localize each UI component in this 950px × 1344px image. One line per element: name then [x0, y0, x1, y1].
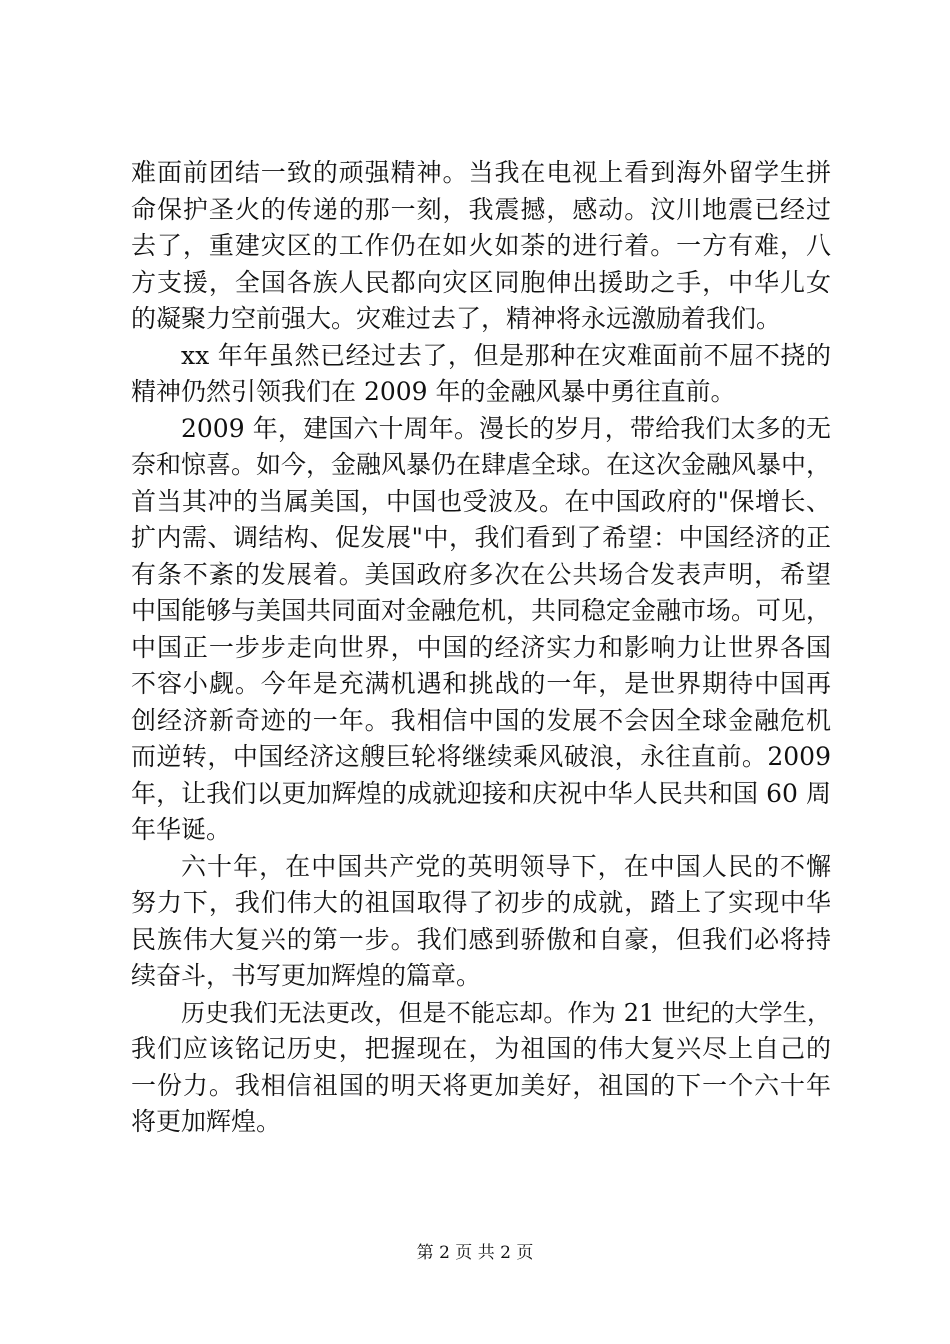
text-line: 年华诞。 [131, 815, 232, 844]
text-line: 努力下，我们伟大的祖国取得了初步的成就，踏上了实现中华 [131, 888, 831, 917]
text-line: 民族伟大复兴的第一步。我们感到骄傲和自豪，但我们必将持 [131, 924, 831, 954]
text-line: 奈和惊喜。如今，金融风暴仍在肆虐全球。在这次金融风暴中， [131, 450, 832, 479]
text-line: 年，让我们以更加辉煌的成就迎接和庆祝中华人民共和国 60 周 [131, 778, 831, 808]
text-line: 中国正一步步走向世界，中国的经济实力和影响力让世界各国 [131, 632, 831, 662]
page-footer [0, 1241, 950, 1265]
text-line: 命保护圣火的传递的那一刻，我震撼，感动。汶川地震已经过 [131, 194, 831, 224]
text-line: 中国能够与美国共同面对金融危机，共同稳定金融市场。可见， [131, 596, 832, 625]
text-line: 首当其冲的当属美国，中国也受波及。在中国政府的"保增长、 [131, 486, 831, 516]
text-line: 而逆转，中国经济这艘巨轮将继续乘风破浪，永往直前。2009 [131, 742, 831, 771]
text-line: 2009 年，建国六十周年。漫长的岁月，带给我们太多的无 [181, 413, 831, 443]
text-line: 的凝聚力空前强大。灾难过去了，精神将永远激励着我们。 [131, 304, 782, 333]
text-line: 历史我们无法更改，但是不能忘却。作为 21 世纪的大学生， [181, 998, 831, 1027]
text-line: 方支援，全国各族人民都向灾区同胞伸出援助之手，中华儿女 [131, 267, 831, 297]
text-line: xx 年年虽然已经过去了，但是那种在灾难面前不屈不挠的 [181, 340, 831, 370]
text-line: 创经济新奇迹的一年。我相信中国的发展不会因全球金融危机 [131, 705, 831, 735]
text-line: 续奋斗，书写更加辉煌的篇章。 [131, 961, 482, 990]
text-line: 难面前团结一致的顽强精神。当我在电视上看到海外留学生拼 [131, 158, 831, 187]
text-line: 我们应该铭记历史，把握现在，为祖国的伟大复兴尽上自己的 [131, 1034, 831, 1063]
text-line: 将更加辉煌。 [131, 1107, 282, 1136]
text-line: 不容小觑。今年是充满机遇和挑战的一年，是世界期待中国再 [131, 669, 831, 698]
text-line: 去了，重建灾区的工作仍在如火如荼的进行着。一方有难，八 [131, 231, 831, 260]
text-line: 六十年，在中国共产党的英明领导下，在中国人民的不懈 [181, 851, 831, 881]
body-text [131, 155, 831, 1141]
text-line: 有条不紊的发展着。美国政府多次在公共场合发表声明，希望 [131, 559, 831, 589]
text-line: 一份力。我相信祖国的明天将更加美好，祖国的下一个六十年 [131, 1070, 831, 1100]
text-line: 精神仍然引领我们在 2009 年的金融风暴中勇往直前。 [131, 377, 736, 406]
text-line: 扩内需、调结构、促发展"中，我们看到了希望：中国经济的正 [131, 523, 831, 552]
page-number: 第 2 页 共 2 页 [416, 1243, 534, 1263]
